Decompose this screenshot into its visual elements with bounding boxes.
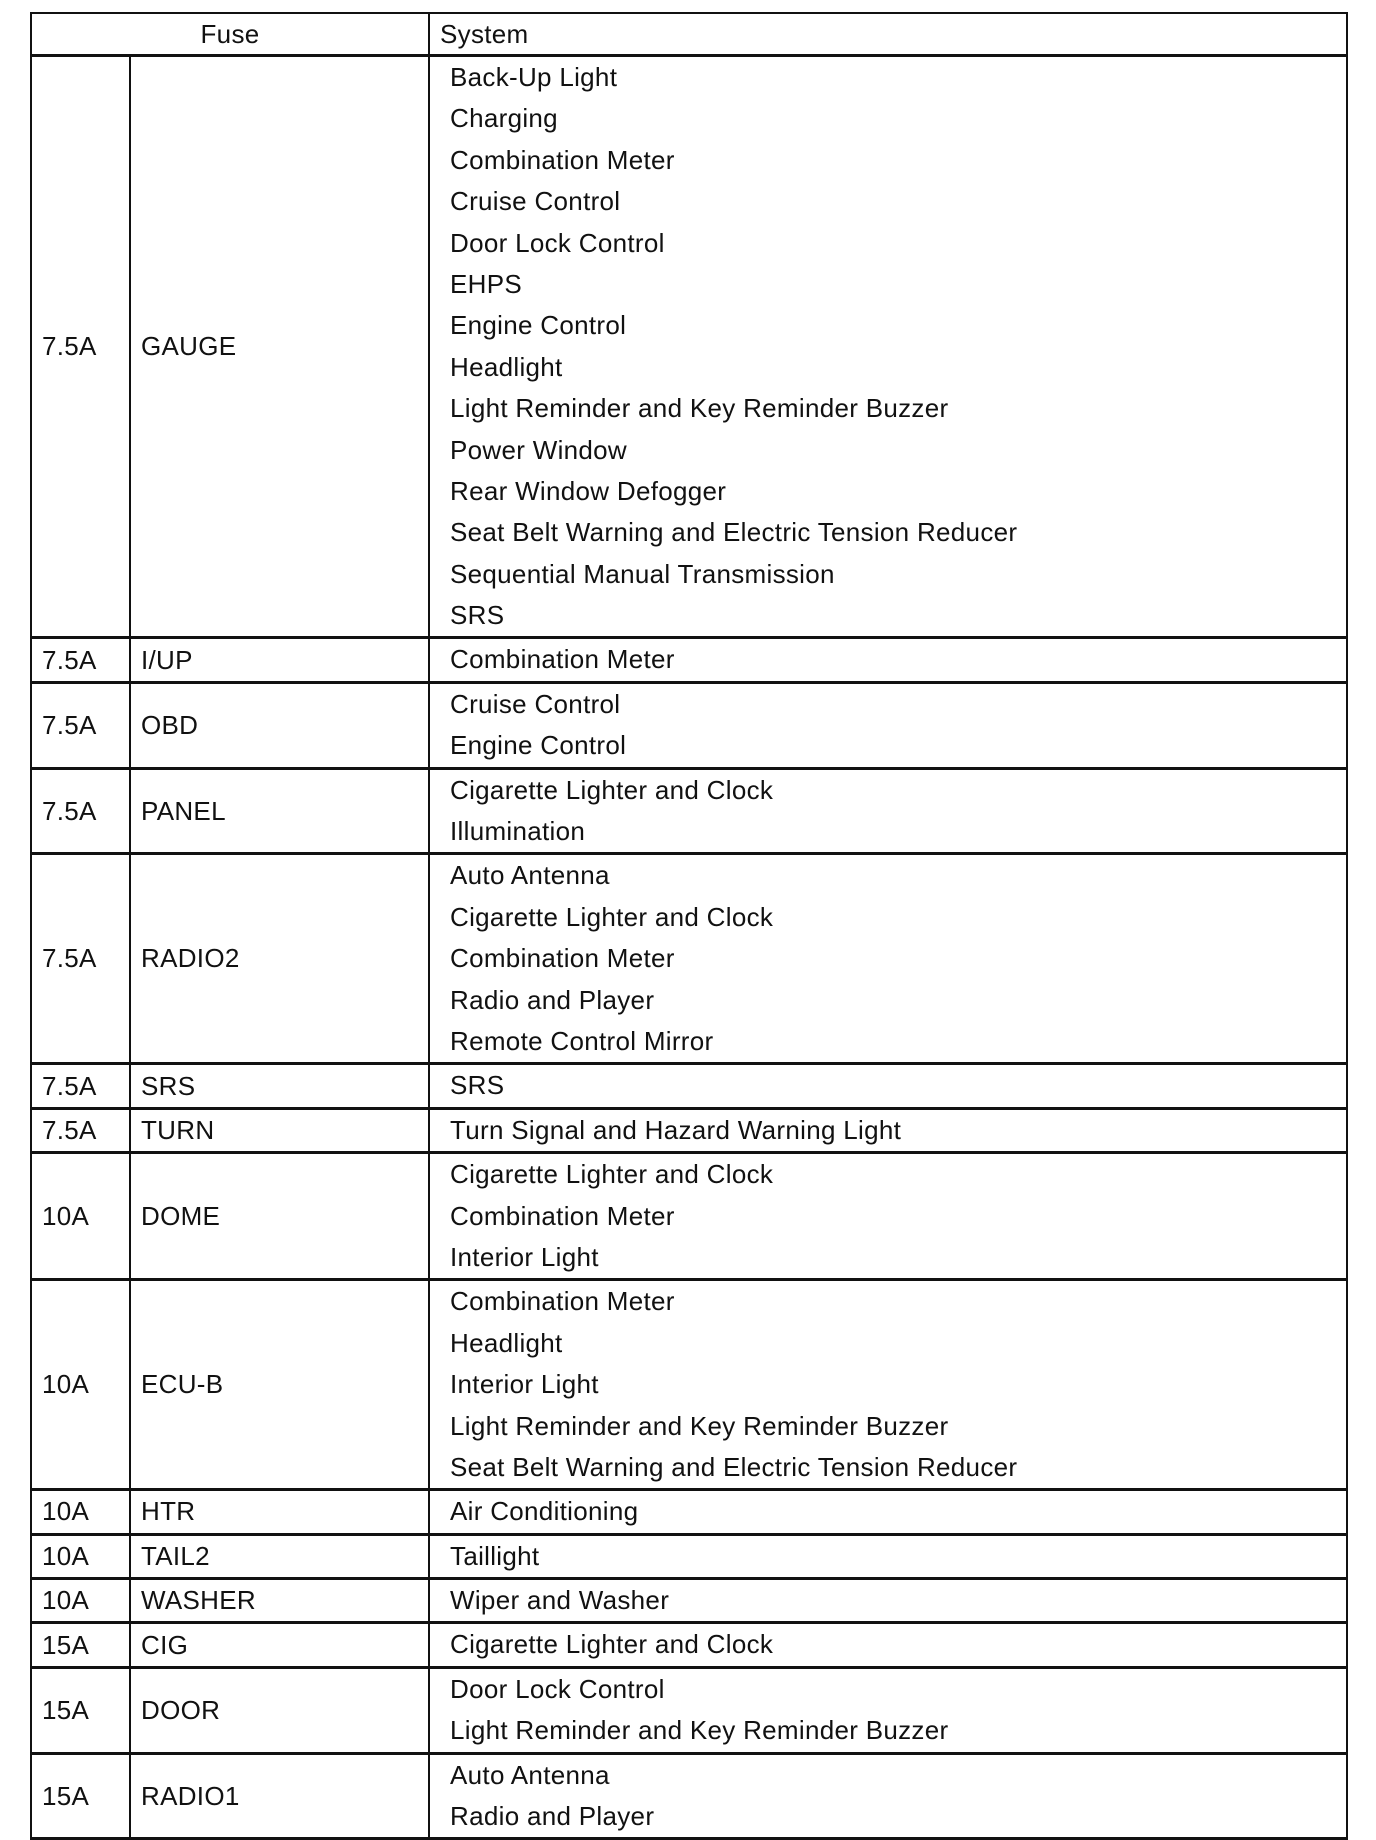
fuse-amperage: 15A (31, 1753, 130, 1839)
fuse-name: DOME (130, 1153, 429, 1280)
fuse-amperage: 7.5A (31, 56, 130, 638)
fuse-systems (429, 854, 1347, 1064)
fuse-systems (429, 768, 1347, 854)
fuse-row (31, 1108, 1347, 1152)
table-body (31, 56, 1347, 1839)
fuse-column-header: Fuse (31, 13, 429, 56)
fuse-name: CIG (130, 1623, 429, 1667)
fuse-row (31, 768, 1347, 854)
system-item: Radio and Player (450, 984, 655, 1015)
fuse-row (31, 1280, 1347, 1490)
system-item: Light Reminder and Key Reminder Buzzer (450, 1410, 949, 1441)
system-item: Combination Meter (450, 644, 675, 675)
fuse-name: DOOR (130, 1667, 429, 1753)
fuse-name: TAIL2 (130, 1534, 429, 1578)
system-item: Cruise Control (450, 186, 621, 217)
system-item: Combination Meter (450, 144, 675, 175)
fuse-systems (429, 1490, 1347, 1534)
system-item: Auto Antenna (450, 1759, 610, 1790)
fuse-systems (429, 682, 1347, 768)
system-item: Cigarette Lighter and Clock (450, 1629, 774, 1660)
system-item: Illumination (450, 816, 586, 847)
fuse-row (31, 1623, 1347, 1667)
fuse-row (31, 1579, 1347, 1623)
fuse-amperage: 7.5A (31, 1108, 130, 1152)
system-item: Rear Window Defogger (450, 475, 727, 506)
system-item: Combination Meter (450, 1286, 675, 1317)
fuse-name: WASHER (130, 1579, 429, 1623)
system-item: Light Reminder and Key Reminder Buzzer (450, 1715, 949, 1746)
system-item: Interior Light (450, 1369, 599, 1400)
fuse-name: OBD (130, 682, 429, 768)
system-item: Engine Control (450, 730, 627, 761)
system-item: EHPS (450, 268, 523, 299)
fuse-name: SRS (130, 1064, 429, 1108)
fuse-name: I/UP (130, 638, 429, 682)
system-item: Cruise Control (450, 688, 621, 719)
fuse-row (31, 1753, 1347, 1839)
fuse-amperage: 15A (31, 1667, 130, 1753)
fuse-row (31, 1153, 1347, 1280)
fuse-systems (429, 1108, 1347, 1152)
fuse-systems (429, 1064, 1347, 1108)
system-item: Combination Meter (450, 943, 675, 974)
system-item: Seat Belt Warning and Electric Tension Reducer (450, 1451, 1018, 1482)
system-item: Cigarette Lighter and Clock (450, 901, 774, 932)
system-item: Seat Belt Warning and Electric Tension Reducer (450, 517, 1018, 548)
fuse-table (30, 12, 1348, 1840)
fuse-row (31, 638, 1347, 682)
fuse-systems (429, 1753, 1347, 1839)
system-item: Charging (450, 103, 558, 134)
fuse-systems (429, 56, 1347, 638)
fuse-amperage: 10A (31, 1153, 130, 1280)
fuse-row (31, 1064, 1347, 1108)
fuse-amperage: 10A (31, 1490, 130, 1534)
fuse-amperage: 10A (31, 1534, 130, 1578)
system-item: Headlight (450, 1327, 563, 1358)
system-item: Sequential Manual Transmission (450, 558, 835, 589)
fuse-amperage: 10A (31, 1280, 130, 1490)
fuse-amperage: 7.5A (31, 768, 130, 854)
fuse-row (31, 1534, 1347, 1578)
fuse-name: HTR (130, 1490, 429, 1534)
fuse-row (31, 854, 1347, 1064)
system-item: Headlight (450, 351, 563, 382)
table-header (31, 13, 1347, 56)
system-item: Engine Control (450, 310, 627, 341)
fuse-name: ECU-B (130, 1280, 429, 1490)
fuse-name: RADIO2 (130, 854, 429, 1064)
fuse-name: RADIO1 (130, 1753, 429, 1839)
fuse-systems (429, 1667, 1347, 1753)
system-item: Cigarette Lighter and Clock (450, 774, 774, 805)
system-item: Air Conditioning (450, 1496, 639, 1527)
system-item: Interior Light (450, 1241, 599, 1272)
system-item: Combination Meter (450, 1200, 675, 1231)
fuse-systems (429, 1623, 1347, 1667)
fuse-amperage: 10A (31, 1579, 130, 1623)
system-item: Cigarette Lighter and Clock (450, 1159, 774, 1190)
system-item: Radio and Player (450, 1801, 655, 1832)
fuse-systems (429, 1534, 1347, 1578)
fuse-amperage: 7.5A (31, 854, 130, 1064)
fuse-name: PANEL (130, 768, 429, 854)
fuse-amperage: 15A (31, 1623, 130, 1667)
system-item: Light Reminder and Key Reminder Buzzer (450, 393, 949, 424)
fuse-row (31, 682, 1347, 768)
fuse-row (31, 56, 1347, 638)
fuse-amperage: 7.5A (31, 682, 130, 768)
system-item: Auto Antenna (450, 860, 610, 891)
fuse-amperage: 7.5A (31, 638, 130, 682)
system-item: SRS (450, 600, 505, 631)
system-item: Turn Signal and Hazard Warning Light (450, 1114, 902, 1145)
header-row (31, 13, 1347, 56)
fuse-name: TURN (130, 1108, 429, 1152)
fuse-systems (429, 1153, 1347, 1280)
fuse-row (31, 1490, 1347, 1534)
fuse-amperage: 7.5A (31, 1064, 130, 1108)
fuse-systems (429, 638, 1347, 682)
system-item: Door Lock Control (450, 227, 665, 258)
system-column-header: System (429, 13, 1347, 56)
system-item: Wiper and Washer (450, 1585, 670, 1616)
fuse-row (31, 1667, 1347, 1753)
system-item: Power Window (450, 434, 628, 465)
system-item: Door Lock Control (450, 1673, 665, 1704)
fuse-systems (429, 1579, 1347, 1623)
system-item: Remote Control Mirror (450, 1025, 714, 1056)
fuse-systems (429, 1280, 1347, 1490)
system-item: SRS (450, 1070, 505, 1101)
fuse-name: GAUGE (130, 56, 429, 638)
system-item: Taillight (450, 1540, 540, 1571)
system-item: Back-Up Light (450, 62, 618, 92)
